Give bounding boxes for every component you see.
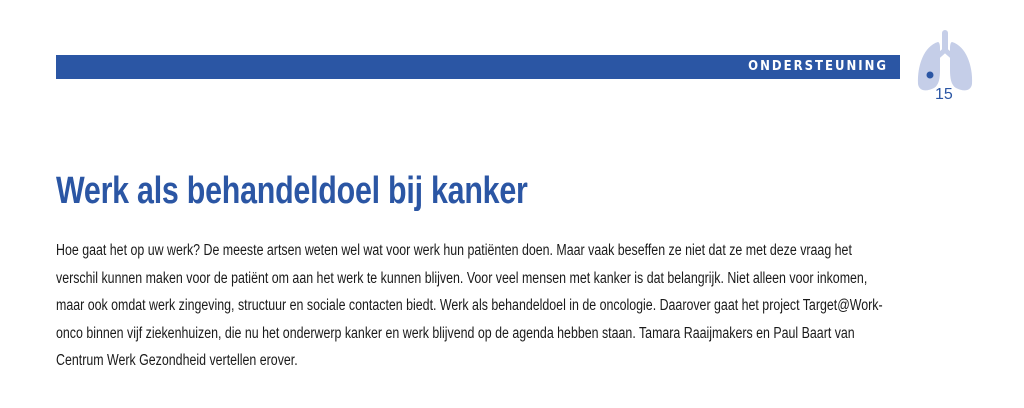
section-label: ONDERSTEUNING xyxy=(748,59,888,74)
article-title: Werk als behandeldoel bij kanker xyxy=(56,170,528,212)
article-intro: Hoe gaat het op uw werk? De meeste artsen weten wel wat voor werk hun patiënten doen. Maar vaak beseffen ze niet dat ze met deze vraag het verschil kunnen maken voor de patiënt om aan het werk te kunnen blijven. Voor veel mensen met kanker is dat belangrijk. Niet alleen voor inkomen, maar ook omdat werk zingeving, structuur en sociale contacten biedt. Werk als behandeldoel in de oncologie. Daarover gaat het project Target@Work-onco binnen vijf ziekenhuizen, die nu het onderwerp kanker en werk blijvend op de agenda hebben staan. Tamara Raaijmakers en Paul Baart van Centrum Werk Gezondheid vertellen erover. xyxy=(56,242,883,370)
page-number: 15 xyxy=(935,86,953,103)
section-header-bar xyxy=(56,55,900,79)
